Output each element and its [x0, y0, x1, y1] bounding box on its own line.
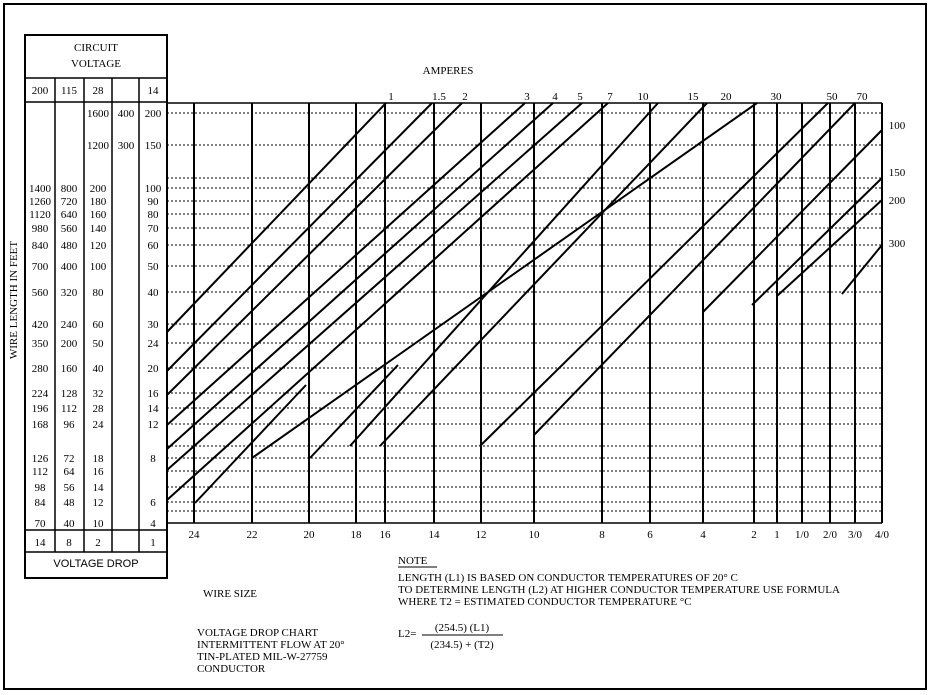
length-cell: 160 [60, 363, 78, 375]
length-cell: 40 [63, 518, 75, 530]
wire-size-label-5: 14 [428, 529, 440, 541]
wire-size-label-9: 6 [647, 529, 653, 541]
length-cell: 980 [31, 223, 49, 235]
circuit-voltage-1: 115 [60, 85, 78, 97]
ampere-label-6: 7 [607, 91, 613, 103]
length-cell: 420 [31, 319, 49, 331]
ampere-line-8 [380, 103, 707, 446]
wire-size-label-0: 24 [188, 529, 200, 541]
bottom-axis-label: WIRE SIZE [202, 588, 258, 600]
ampere-line-15 [842, 245, 882, 294]
length-cell: 640 [60, 209, 78, 221]
wire-size-label-4: 16 [379, 529, 391, 541]
length-cell: 96 [63, 419, 75, 431]
length-cell: 12 [147, 419, 159, 431]
length-cell: 112 [60, 403, 78, 415]
length-cell: 126 [31, 453, 49, 465]
length-cell: 80 [147, 209, 159, 221]
wire-size-label-10: 4 [700, 529, 706, 541]
caption-line-2: TIN-PLATED MIL-W-27759 [197, 651, 328, 663]
length-cell: 196 [31, 403, 49, 415]
length-cell: 30 [147, 319, 159, 331]
length-cell: 560 [31, 287, 49, 299]
length-cell: 40 [147, 287, 159, 299]
ampere-label-10: 30 [770, 91, 782, 103]
wire-size-label-14: 2/0 [822, 529, 838, 541]
ampere-label-1: 1.5 [432, 91, 446, 103]
ampere-line-7 [350, 103, 658, 446]
length-cell: 240 [60, 319, 78, 331]
wire-size-label-13: 1/0 [794, 529, 810, 541]
ampere-line-3 [167, 103, 525, 425]
length-cell: 50 [147, 261, 159, 273]
left-axis-label: WIRE LENGTH IN FEET [8, 240, 20, 360]
ampere-line-6 [167, 103, 608, 500]
wire-size-label-2: 20 [303, 529, 315, 541]
voltage-drop-0: 14 [34, 537, 46, 549]
wire-size-label-7: 10 [528, 529, 540, 541]
length-cell: 8 [150, 453, 156, 465]
circuit-voltage-title-1: CIRCUIT [74, 42, 118, 54]
circuit-voltage-table [8, 35, 167, 578]
wire-size-label-8: 8 [599, 529, 605, 541]
length-cell: 14 [92, 482, 104, 494]
length-cell: 4 [150, 518, 156, 530]
wire-size-label-12: 1 [774, 529, 780, 541]
ampere-label-5: 5 [577, 91, 583, 103]
length-cell: 120 [89, 240, 107, 252]
length-cell: 60 [92, 319, 104, 331]
length-cell: 24 [92, 419, 104, 431]
length-cell: 112 [31, 466, 49, 478]
caption-line-1: INTERMITTENT FLOW AT 20° [197, 639, 345, 651]
length-cell: 16 [92, 466, 104, 478]
length-cell: 24 [147, 338, 159, 350]
length-cell: 320 [60, 287, 78, 299]
length-cell: 1200 [87, 140, 109, 152]
length-cell: 180 [89, 196, 107, 208]
length-cell: 480 [60, 240, 78, 252]
length-cell: 200 [60, 338, 78, 350]
length-cell: 160 [89, 209, 107, 221]
wire-size-label-16: 4/0 [874, 529, 890, 541]
length-cell: 168 [31, 419, 49, 431]
ampere-label-0: 1 [388, 91, 394, 103]
length-cell: 1120 [29, 209, 51, 221]
caption-line-3: CONDUCTOR [197, 663, 266, 675]
length-cell: 32 [92, 388, 104, 400]
circuit-voltage-2: 28 [92, 85, 104, 97]
ampere-label-11: 50 [826, 91, 838, 103]
ampere-label-15: 200 [888, 195, 906, 207]
length-cell: 1400 [29, 183, 51, 195]
length-cell: 48 [63, 497, 75, 509]
length-cell: 56 [63, 482, 75, 494]
ampere-line-5 [167, 103, 582, 470]
ampere-label-3: 3 [524, 91, 530, 103]
wire-size-label-1: 22 [246, 529, 258, 541]
voltage-drop-2: 2 [95, 537, 101, 549]
caption-line-0: VOLTAGE DROP CHART [197, 627, 319, 639]
length-cell: 700 [31, 261, 49, 273]
length-cell: 224 [31, 388, 49, 400]
length-cell: 16 [147, 388, 159, 400]
length-cell: 70 [34, 518, 46, 530]
length-cell: 150 [144, 140, 162, 152]
length-cell: 70 [147, 223, 159, 235]
length-cell: 10 [92, 518, 104, 530]
length-cell: 18 [92, 453, 104, 465]
formula-denominator: (234.5) + (T2) [430, 639, 494, 651]
ampere-line-4 [167, 103, 553, 449]
length-cell: 6 [150, 497, 156, 509]
length-cell: 84 [34, 497, 46, 509]
length-cell: 350 [31, 338, 49, 350]
ampere-label-14: 150 [888, 167, 906, 179]
length-cell: 40 [92, 363, 104, 375]
note-line-0: LENGTH (L1) IS BASED ON CONDUCTOR TEMPERATURES OF 20° C [398, 572, 738, 584]
length-cell: 100 [89, 261, 107, 273]
length-cell: 720 [60, 196, 78, 208]
ampere-line-16 [195, 385, 306, 503]
length-cell: 128 [60, 388, 78, 400]
length-cell: 560 [60, 223, 78, 235]
ampere-label-4: 4 [552, 91, 558, 103]
length-cell: 12 [92, 497, 104, 509]
length-cell: 200 [144, 108, 162, 120]
length-cell: 28 [92, 403, 104, 415]
wire-size-label-6: 12 [475, 529, 487, 541]
length-cell: 72 [63, 453, 75, 465]
note-line-1: TO DETERMINE LENGTH (L2) AT HIGHER CONDUCTOR TEMPERATURE USE FORMULA [398, 584, 840, 596]
formula-numerator: (254.5) (L1) [434, 622, 490, 634]
note-block [197, 555, 840, 675]
circuit-voltage-0: 200 [31, 85, 49, 97]
ampere-label-13: 100 [888, 120, 906, 132]
length-cell: 400 [60, 261, 78, 273]
length-cell: 1260 [29, 196, 51, 208]
length-cell: 1600 [87, 108, 109, 120]
length-cell: 60 [147, 240, 159, 252]
voltage-drop-3: 1 [150, 537, 156, 549]
length-cell: 14 [147, 403, 159, 415]
voltage-drop-1: 8 [66, 537, 72, 549]
ampere-line-0 [167, 103, 386, 332]
formula-lhs: L2= [398, 628, 417, 640]
wire-size-label-15: 3/0 [847, 529, 863, 541]
circuit-voltage-title-2: VOLTAGE [70, 58, 122, 70]
ampere-label-2: 2 [462, 91, 468, 103]
circuit-voltage-3: 14 [147, 85, 159, 97]
length-cell: 98 [34, 482, 46, 494]
length-cell: 80 [92, 287, 104, 299]
wire-size-label-3: 18 [350, 529, 362, 541]
top-axis-label: AMPERES [422, 65, 474, 77]
length-cell: 140 [89, 223, 107, 235]
ampere-label-7: 10 [637, 91, 649, 103]
length-cell: 20 [147, 363, 159, 375]
chart-grid [167, 103, 882, 523]
length-cell: 280 [31, 363, 49, 375]
ampere-line-10 [480, 103, 828, 446]
voltage-drop-title: VOLTAGE DROP [53, 558, 139, 570]
length-cell: 64 [63, 466, 75, 478]
note-heading: NOTE [398, 555, 428, 567]
length-cell: 90 [147, 196, 159, 208]
ampere-label-12: 70 [856, 91, 868, 103]
length-cell: 50 [92, 338, 104, 350]
length-cell: 200 [89, 183, 107, 195]
ampere-label-9: 20 [720, 91, 732, 103]
wire-size-label-11: 2 [751, 529, 757, 541]
length-cell: 400 [117, 108, 135, 120]
note-line-2: WHERE T2 = ESTIMATED CONDUCTOR TEMPERATURE °C [398, 596, 692, 608]
ampere-label-8: 15 [687, 91, 699, 103]
ampere-label-16: 300 [888, 238, 906, 250]
length-cell: 100 [144, 183, 162, 195]
length-cell: 840 [31, 240, 49, 252]
ampere-lines [167, 103, 882, 503]
length-cell: 800 [60, 183, 78, 195]
length-cell: 300 [117, 140, 135, 152]
